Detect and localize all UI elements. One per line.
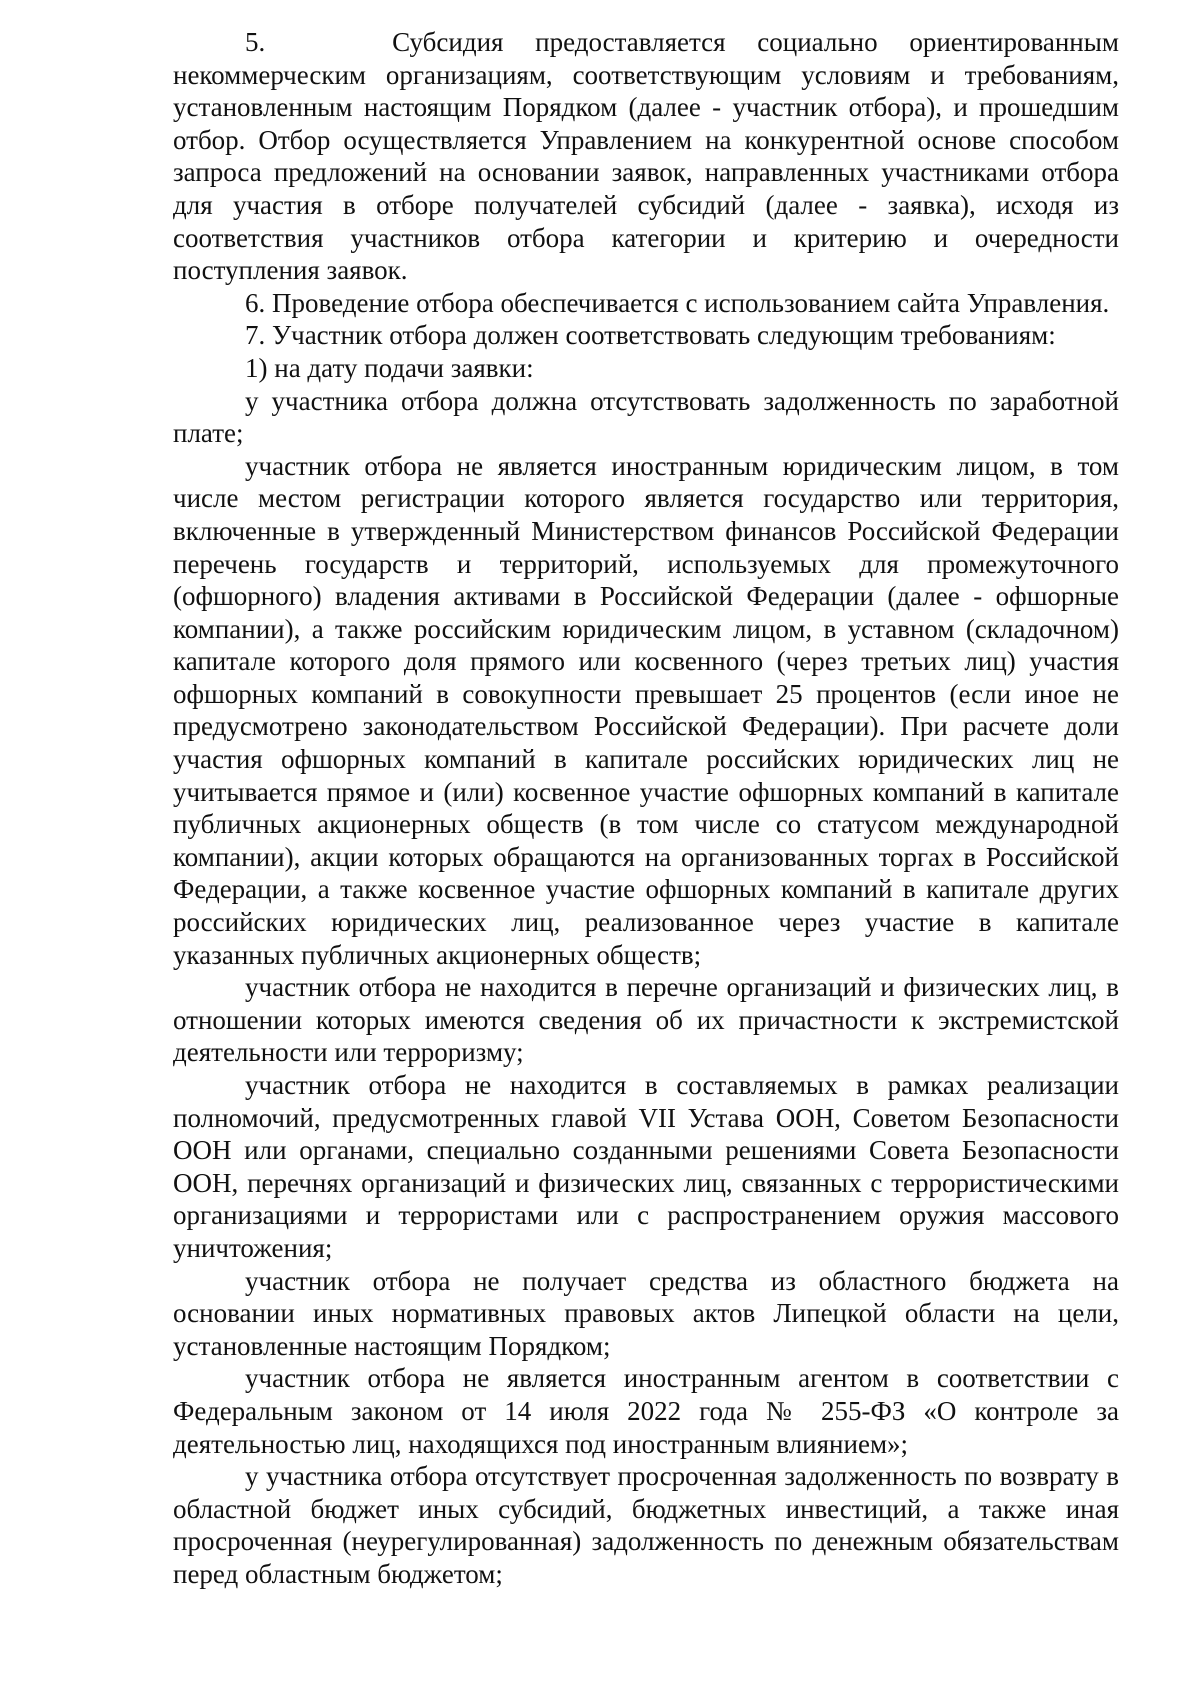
paragraph-overdue-debt: у участника отбора отсутствует просроченная задолженность по возврату в областной бюджет иных субсидий, бюджетных инвестиций, а также иная просроченная (неурегулированная) задолженность по денежным обязательствам перед областным бюджетом; [173,1461,1119,1589]
paragraph-foreign-agent: участник отбора не является иностранным агентом в соответствии с Федеральным законом от 14 июля 2022 года № 255-ФЗ «О контроле за деятельностью лиц, находящихся под иностранным влиянием»; [173,1363,1119,1459]
paragraph-7-requirements: 7. Участник отбора должен соответствовать следующим требованиям: [245,320,1056,351]
paragraph-un-lists: участник отбора не находится в составляемых в рамках реализации полномочий, предусмотренных главой VII Устава ООН, Советом Безопасности ООН или органами, специально созданными решениями Совета Безопасности ООН, перечнях организаций и физических лиц, связанных с террористическими организациями и террористами или с распространением оружия массового уничтожения; [173,1070,1119,1263]
paragraph-extremism-list: участник отбора не находится в перечне организаций и физических лиц, в отношении которых имеются сведения об их причастности к экстремистской деятельности или терроризму; [173,972,1119,1068]
paragraph-offshore: участник отбора не является иностранным юридическим лицом, в том числе местом регистрации которого является государство или территория, включенные в утвержденный Министерством финансов Российской Федерации перечень государств и территорий, используемых для промежуточного (офшорного) владения активами в Российской Федерации (далее - офшорные компании), а также российским юридическим лицом, в уставном (складочном) капитале которого доля прямого или косвенного (через третьих лиц) участия офшорных компаний в совокупности превышает 25 процентов (если иное не предусмотрено законодательством Российской Федерации). При расчете доли участия офшорных компаний в капитале российских юридических лиц не учитывается прямое и (или) косвенное участие офшорных компаний в капитале публичных акционерных обществ (в том числе со статусом международной компании), акции которых обращаются на организованных торгах в Российской Федерации, а также косвенное участие офшорных компаний в капитале других российских юридических лиц, реализованное через участие в капитале указанных публичных акционерных обществ; [173,450,1119,970]
document-page [173,26,1119,1591]
paragraph-salary-debt: у участника отбора должна отсутствовать задолженность по заработной плате; [173,385,1119,449]
paragraph-6-selection-site: 6. Проведение отбора обеспечивается с использованием сайта Управления. [245,287,1110,318]
paragraph-regional-budget-funds: участник отбора не получает средства из областного бюджета на основании иных нормативных правовых актов Липецкой области на цели, установленные настоящим Порядком; [173,1265,1119,1361]
paragraph-5-subsidy: 5. Субсидия предоставляется социально ориентированным некоммерческим организациям, соответствующим условиям и требованиям, установленным настоящим Порядком (далее - участник отбора), и прошедшим отбор. Отбор осуществляется Управлением на конкурентной основе способом запроса предложений на основании заявок, направленных участниками отбора для участия в отборе получателей субсидий (далее - заявка), исходя из соответствия участников отбора категории и критерию и очередности поступления заявок. [173,27,1119,286]
paragraph-application-date: 1) на дату подачи заявки: [245,352,534,383]
